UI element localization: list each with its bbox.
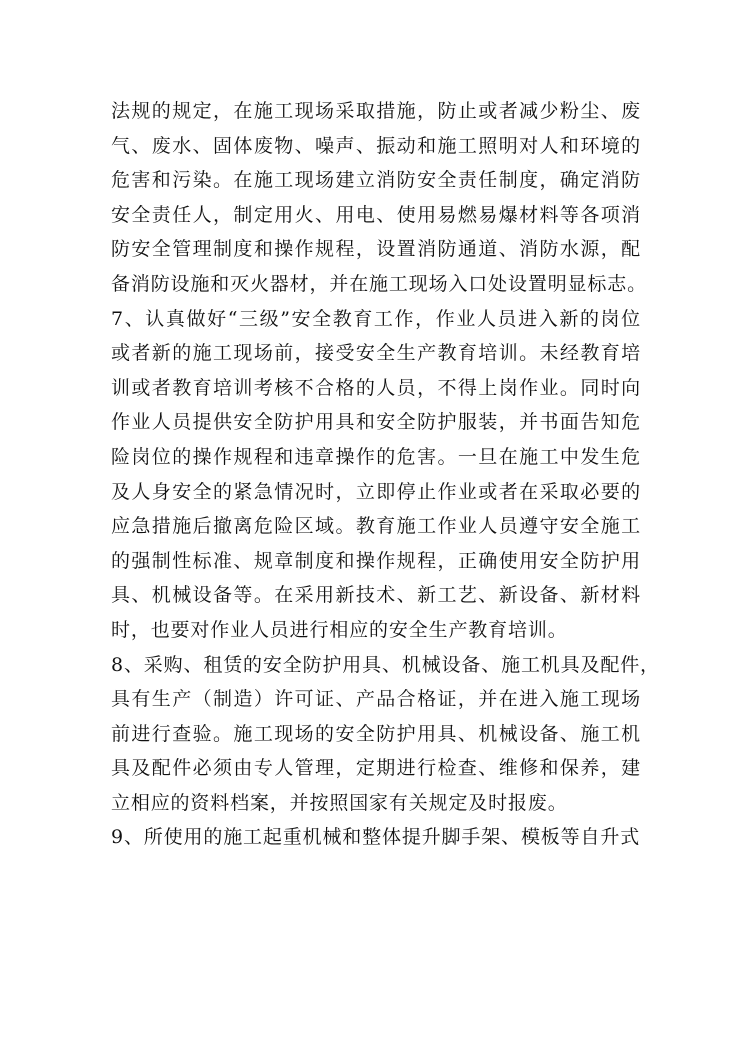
text-line: 8、采购、租赁的安全防护用具、机械设备、施工机具及配件， — [111, 653, 660, 676]
text-line: 9、所使用的施工起重机械和整体提升脚手架、模板等自升式 — [111, 826, 641, 849]
text-line: 危害和污染。在施工现场建立消防安全责任制度，确定消防 — [111, 169, 641, 192]
text-line: 安全责任人，制定用火、用电、使用易燃易爆材料等各项消 — [111, 203, 641, 226]
text-line: 作业人员提供安全防护用具和安全防护服装，并书面告知危 — [111, 411, 641, 434]
text-line: 前进行查验。施工现场的安全防护用具、机械设备、施工机 — [111, 722, 641, 745]
text-line: 及人身安全的紧急情况时，立即停止作业或者在采取必要的 — [111, 480, 641, 503]
text-line: 气、废水、固体废物、噪声、振动和施工照明对人和环境的 — [111, 134, 641, 157]
text-line: 7、认真做好“三级”安全教育工作，作业人员进入新的岗位 — [111, 307, 641, 330]
text-line: 或者新的施工现场前，接受安全生产教育培训。未经教育培 — [111, 342, 641, 365]
text-line: 险岗位的操作规程和违章操作的危害。一旦在施工中发生危 — [111, 445, 641, 468]
text-line: 应急措施后撤离危险区域。教育施工作业人员遵守安全施工 — [111, 515, 641, 538]
text-line: 备消防设施和灭火器材，并在施工现场入口处设置明显标志。 — [111, 272, 647, 295]
text-line: 的强制性标准、规章制度和操作规程，正确使用安全防护用 — [111, 549, 641, 572]
text-line: 时，也要对作业人员进行相应的安全生产教育培训。 — [111, 618, 568, 641]
text-line: 法规的规定，在施工现场采取措施，防止或者减少粉尘、废 — [111, 100, 641, 122]
text-line: 训或者教育培训考核不合格的人员，不得上岗作业。同时向 — [111, 376, 641, 399]
text-line: 具及配件必须由专人管理，定期进行检查、维修和保养，建 — [111, 757, 641, 780]
text-line: 防安全管理制度和操作规程，设置消防通道、消防水源，配 — [111, 238, 641, 261]
text-line: 具有生产（制造）许可证、产品合格证，并在进入施工现场 — [111, 688, 641, 711]
text-line: 具、机械设备等。在采用新技术、新工艺、新设备、新材料 — [111, 584, 641, 607]
text-line: 立相应的资料档案，并按照国家有关规定及时报废。 — [111, 791, 568, 814]
body-text — [111, 94, 660, 855]
